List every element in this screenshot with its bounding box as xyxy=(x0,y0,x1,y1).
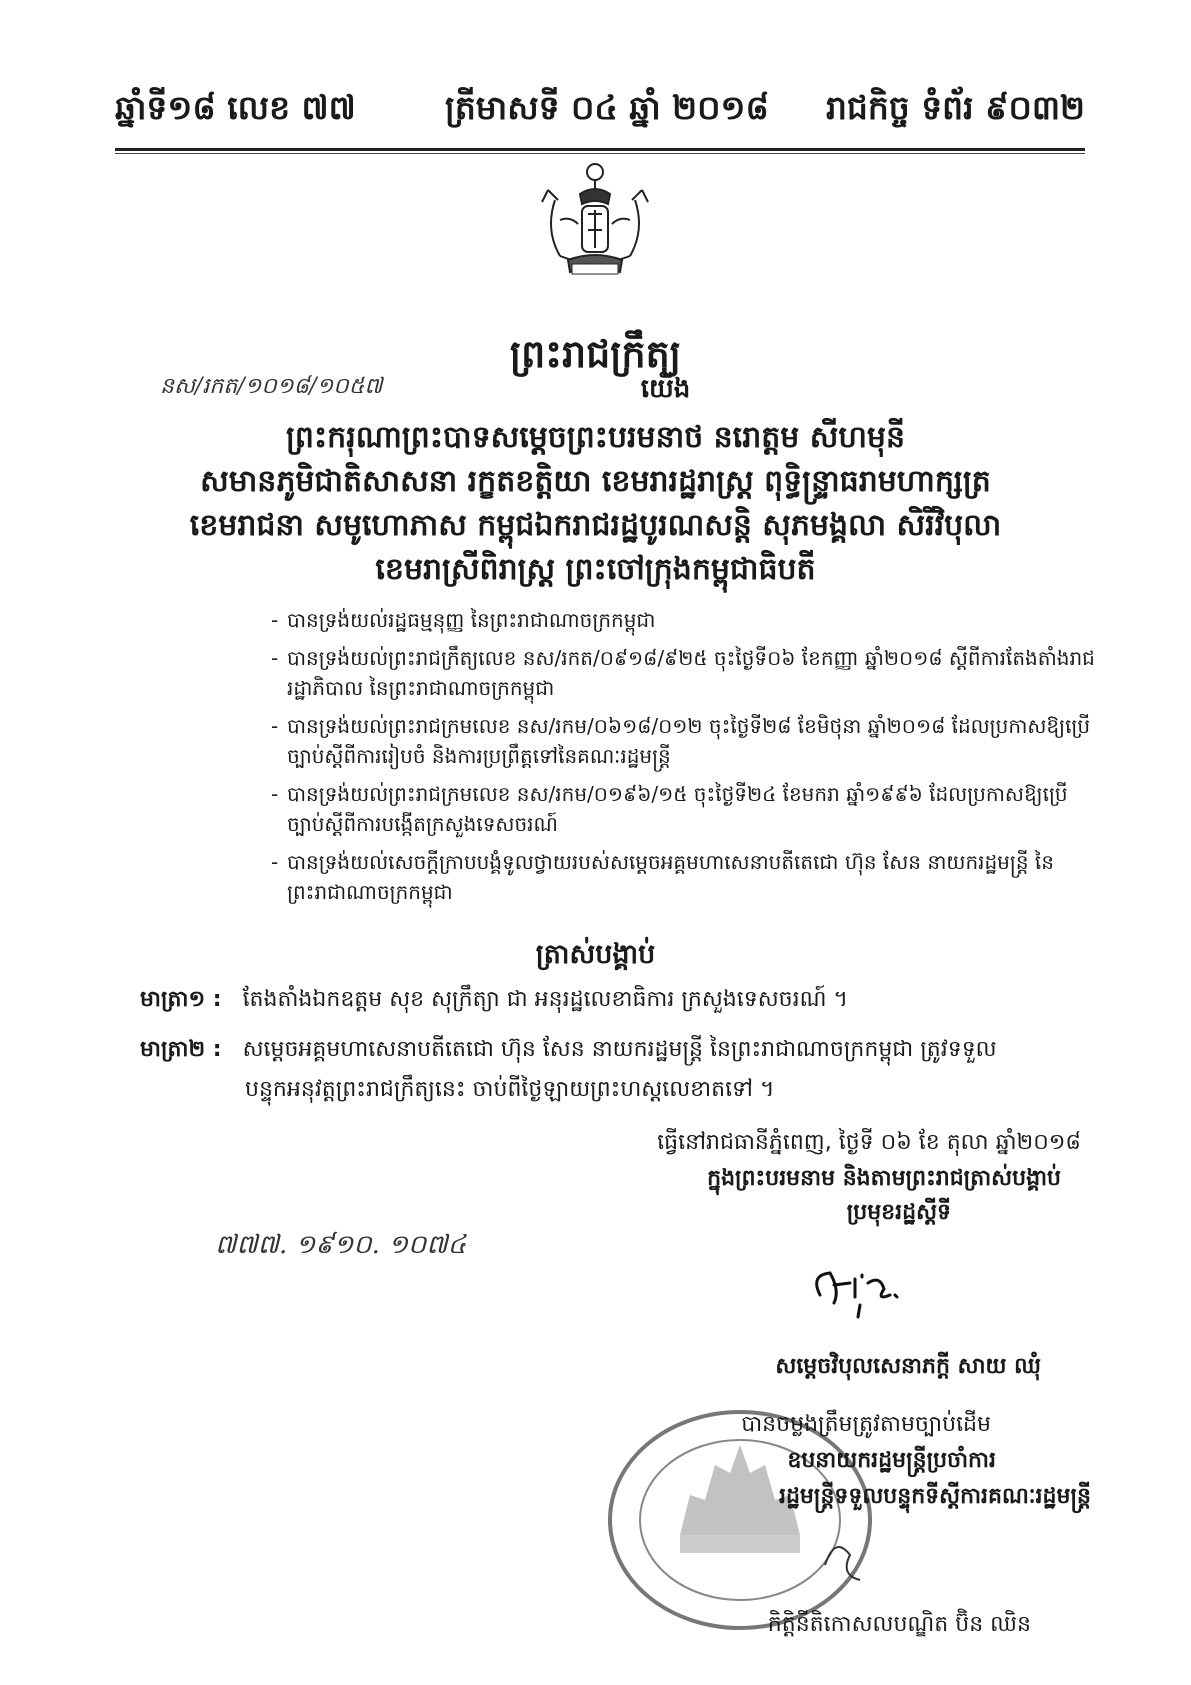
consideration-item: - បានទ្រង់យល់ព្រះរាជក្រឹត្យលេខ នស/រកត/០៩១៨/៩២៥ ចុះថ្ងៃទី០៦ ខែកញ្ញា ឆ្នាំ២០១៨ ស្តីពីការតែងតាំងរាជរដ្ឋាភិបាល នៃព្រះរាជាណាចក្រកម្ពុជា xyxy=(271,646,1095,700)
gazette-year-issue: ឆ្នាំទី១៨ លេខ ៧៧ xyxy=(115,88,356,127)
consideration-item: - បានទ្រង់យល់សេចក្តីក្រាបបង្គំទូលថ្វាយរបស់សម្តេចអគ្គមហាសេនាបតីតេជោ ហ៊ុន សែន នាយករដ្ឋមន្ត្រី នៃព្រះរាជាណាចក្រកម្ពុជា xyxy=(271,850,1054,904)
article-2-label: មាត្រា២ : xyxy=(140,1037,222,1062)
signer-name: សម្តេចវិបុលសេនាភក្តី សាយ ឈុំ xyxy=(775,1354,1041,1379)
article-1 xyxy=(140,985,848,1017)
article-1-label: មាត្រា១ : xyxy=(140,987,222,1012)
header-rule-thin xyxy=(115,153,1085,154)
minister-council-title: រដ្ឋមន្ត្រីទទួលបន្ទុកទីស្តីការគណៈរដ្ឋមន្ត្រី xyxy=(778,1484,1091,1509)
considerations-list xyxy=(271,605,1095,915)
acting-head-of-state: ប្រមុខរដ្ឋស្តីទី xyxy=(846,1200,951,1225)
decides-heading: ត្រាស់បង្គាប់ xyxy=(535,939,656,970)
king-title-line-3: ខេមរាជនា សមូហោភាស កម្ពុជឯករាជរដ្ឋបូរណសន្តិ សុភមង្គលា សិរីវិបុលា xyxy=(189,508,1002,543)
we-heading: យើង xyxy=(640,374,691,404)
gazette-quarter: ត្រីមាសទី ០៤ ឆ្នាំ ២០១៨ xyxy=(445,88,769,127)
consideration-item: - បានទ្រង់យល់ព្រះរាជក្រមលេខ នស/រកម/០១៩៦/១៥ ចុះថ្ងៃទី២៤ ខែមករា ឆ្នាំ១៩៩៦ ដែលប្រកាសឱ្យប្រើច្បាប់ស្តីពីការបង្កើតក្រសួងទេសចរណ៍ xyxy=(271,782,1068,836)
deputy-prime-minister-title: ឧបនាយករដ្ឋមន្ត្រីប្រចាំការ xyxy=(787,1448,996,1473)
king-title-line-4: ខេមរាស្រីពិរាស្ត្រ ព្រះចៅក្រុងកម្ពុជាធិបតី xyxy=(375,552,816,587)
place-and-date: ធ្វើនៅរាជធានីភ្នំពេញ, ថ្ងៃទី ០៦ ខែ តុលា ឆ្នាំ២០១៨ xyxy=(657,1130,1081,1155)
header-rule xyxy=(115,148,1085,151)
certifier-name: កិត្តិនីតិកោសលបណ្ឌិត ប៊ិន ឈិន xyxy=(767,1612,1031,1637)
gazette-page-number: រាជកិច្ច ទំព័រ ៩០៣២ xyxy=(825,88,1085,127)
article-2-continuation: បន្ទុកអនុវត្តព្រះរាជក្រឹត្យនេះ ចាប់ពីថ្ងៃឡាយព្រះហស្តលេខាតទៅ ។ xyxy=(245,1077,775,1102)
article-2-text: សម្តេចអគ្គមហាសេនាបតីតេជោ ហ៊ុន សែន នាយករដ្ឋមន្ត្រី នៃព្រះរាជាណាចក្រកម្ពុជា ត្រូវទទួល xyxy=(242,1037,997,1062)
royal-coat-of-arms xyxy=(520,160,670,285)
decree-reference-number: នស/រកត/១០១៨/១០៥៧ xyxy=(160,374,383,399)
article-2 xyxy=(140,1035,997,1067)
king-title-line-2: សមានភូមិជាតិសាសនា រក្ខតខត្តិយា ខេមរារដ្ឋរាស្ត្រ ពុទ្ធិន្ទ្រាធរាមហាក្សត្រ xyxy=(200,464,991,499)
signature-scribble xyxy=(800,1245,950,1325)
consideration-item: - បានទ្រង់យល់ព្រះរាជក្រមលេខ នស/រកម/០៦១៨/០១២ ចុះថ្ងៃទី២៨ ខែមិថុនា ឆ្នាំ២០១៨ ដែលប្រកាសឱ្យប្រើច្បាប់ស្តីពីការរៀបចំ និងការប្រព្រឹត្តទៅនៃគណៈរដ្ឋមន្ត្រី xyxy=(271,714,1091,768)
on-behalf-line: ក្នុងព្រះបរមនាម និងតាមព្រះរាជត្រាស់បង្គាប់ xyxy=(707,1166,1061,1191)
decree-title: ព្រះរាជក្រឹត្យ xyxy=(509,332,682,376)
certified-copy-note: បានចម្លងត្រឹមត្រូវតាមច្បាប់ដើម xyxy=(741,1412,991,1437)
king-title-line-1: ព្រះករុណាព្រះបាទសម្តេចព្រះបរមនាថ នរោត្តម សីហមុនី xyxy=(286,420,905,455)
consideration-item: - បានទ្រង់យល់រដ្ឋធម្មនុញ្ញ នៃព្រះរាជាណាចក្រកម្ពុជា xyxy=(271,608,656,632)
article-1-text: តែងតាំងឯកឧត្តម សុខ សុក្រឹត្យា ជា អនុរដ្ឋលេខាធិការ ក្រសួងទេសចរណ៍ ។ xyxy=(242,987,848,1012)
handwritten-registration-number: ៧៧៧. ១៩១០. ១០៧៤ xyxy=(215,1230,467,1260)
